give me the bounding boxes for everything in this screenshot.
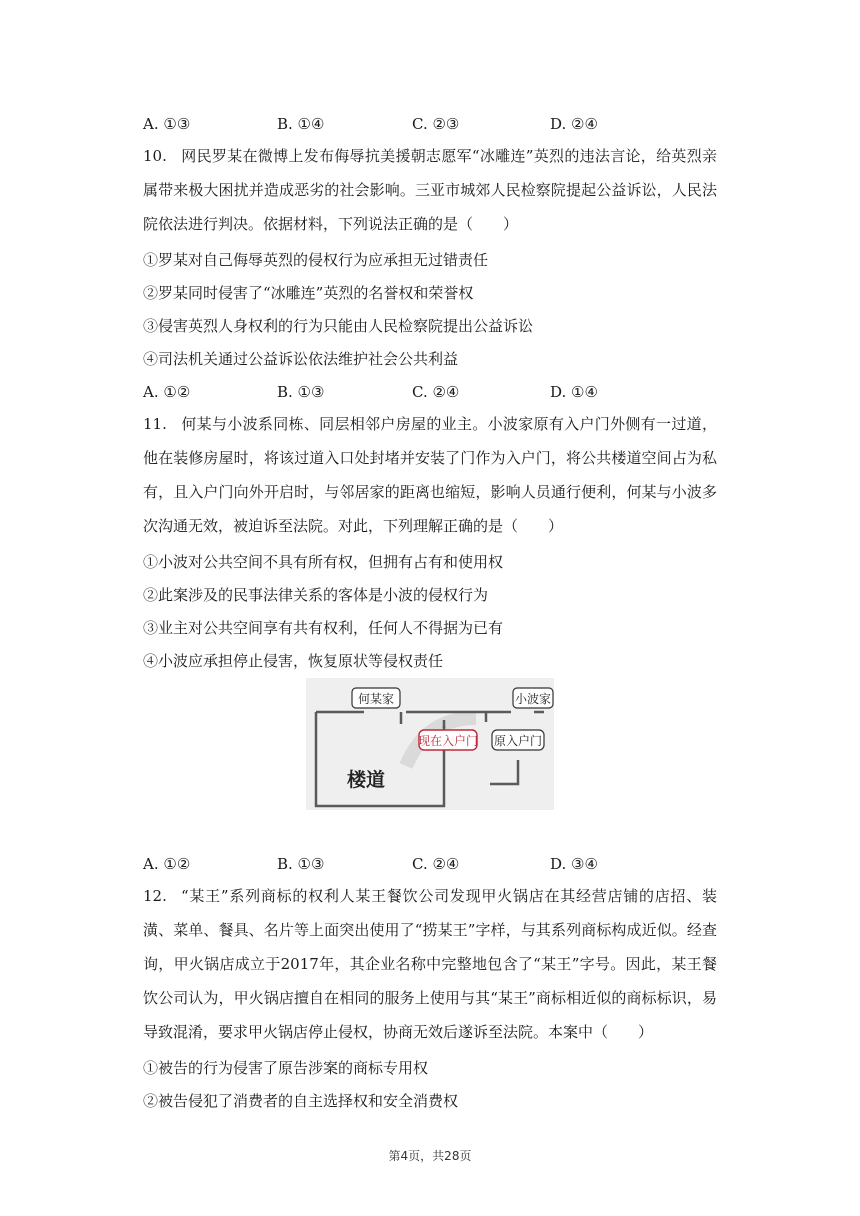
corridor-label: 楼道 [346,769,386,791]
q9-option-a: A. ①③ [143,115,191,133]
q11-option-c: C. ②④ [412,855,460,873]
q11-number: 11. [143,415,167,433]
q12-statement-1: ①被告的行为侵害了原告涉案的商标专用权 [143,1059,429,1077]
q11-statement-4: ④小波应承担停止侵害，恢复原状等侵权责任 [143,652,444,670]
q10-statement-3: ③侵害英烈人身权利的行为只能由人民检察院提出公益诉讼 [143,317,534,335]
q9-option-b: B. ①④ [277,115,325,133]
q10-option-b: B. ①③ [277,383,325,401]
q11-statement-2: ②此案涉及的民事法律关系的客体是小波的侵权行为 [143,586,489,604]
q11-stem-text: 何某与小波系同栋、同层相邻户房屋的业主。小波家原有入户门外侧有一过道，他在装修房屋时，将该过道入口处封堵并安装了门作为入户门，将公共楼道空间占为私有，且入户门向外开启时，与邻居家的距离也缩短，影响人员通行便利，何某与小波多次沟通无效，被迫诉至法院。对此，下列理解正确的是（ ） [143,415,717,535]
q9-option-c: C. ②③ [412,115,460,133]
q11-statement-3: ③业主对公共空间享有共有权利，任何人不得据为已有 [143,619,504,637]
q11-option-d: D. ③④ [550,855,598,873]
original-door-label: 原入户门 [493,734,543,748]
q12-statement-2: ②被告侵犯了消费者的自主选择权和安全消费权 [143,1092,459,1110]
q10-statement-1: ①罗某对自己侮辱英烈的侵权行为应承担无过错责任 [143,251,489,269]
q11-option-a: A. ①② [143,855,191,873]
current-door-label: 现在入户门 [417,734,479,748]
xiaobo-home-label: 小波家 [514,692,552,706]
q10-option-a: A. ①② [143,383,191,401]
q9-option-d: D. ②④ [550,115,598,133]
q11-statement-1: ①小波对公共空间不具有所有权，但拥有占有和使用权 [143,553,504,571]
q12-stem [143,879,717,1049]
q11-option-b: B. ①③ [277,855,325,873]
q10-statement-4: ④司法机关通过公益诉讼依法维护社会公共利益 [143,350,459,368]
q10-number: 10. [143,147,167,165]
he-home-label: 何某家 [357,692,395,706]
q11-stem [143,407,717,543]
page-footer: 第4页，共28页 [388,1149,472,1163]
q10-stem [143,139,717,241]
q10-statement-2: ②罗某同时侵害了“冰雕连”英烈的名誉权和荣誉权 [143,284,474,302]
q10-option-d: D. ①④ [550,383,598,401]
floor-plan-diagram [306,678,554,810]
q10-option-c: C. ②④ [412,383,460,401]
q12-number: 12. [143,887,167,905]
q10-stem-text: 网民罗某在微博上发布侮辱抗美援朝志愿军“冰雕连”英烈的违法言论，给英烈亲属带来极大困扰并造成恶劣的社会影响。三亚市城郊人民检察院提起公益诉讼，人民法院依法进行判决。依据材料，下列说法正确的是（ ） [143,147,717,233]
q12-stem-text: “某王”系列商标的权利人某王餐饮公司发现甲火锅店在其经营店铺的店招、装潢、菜单、餐具、名片等上面突出使用了“捞某王”字样，与其系列商标构成近似。经查询，甲火锅店成立于2017年，其企业名称中完整地包含了“某王”字号。因此，某王餐饮公司认为，甲火锅店擅自在相同的服务上使用与其“某王”商标相近似的商标标识，易导致混淆，要求甲火锅店停止侵权，协商无效后遂诉至法院。本案中（ ） [143,887,717,1041]
